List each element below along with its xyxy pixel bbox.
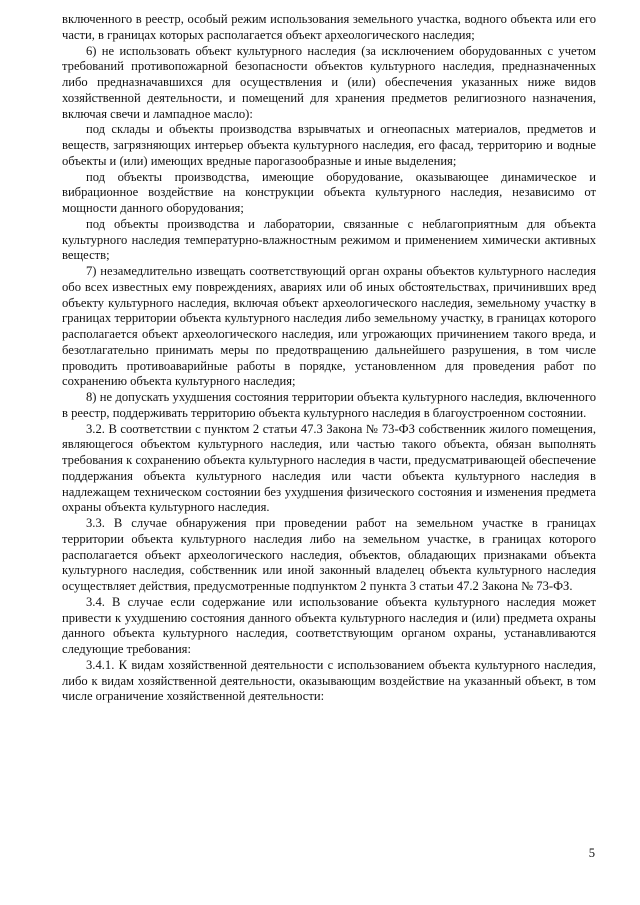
paragraph-3-3: 3.3. В случае обнаружения при проведении работ на земельном участке в границах территории объекта культурного наследия либо на земельном участке, в границах которого располагается объект археологического наследия, объектов, обладающих признаками объекта культурного наследия, собственник или иной законный владелец объекта культурного наследия осуществляет действия, предусмотренные подпунктом 2 пункта 3 статьи 47.2 Закона № 73-ФЗ. (62, 516, 596, 593)
paragraph-3-4-1: 3.4.1. К видам хозяйственной деятельности с использованием объекта культурного наследия, либо к видам хозяйственной деятельности, оказывающим воздействие на указанный объект, в том числе ограничение хозяйственной деятельности: (62, 657, 596, 704)
paragraph-item-8: 8) не допускать ухудшения состояния территории объекта культурного наследия, включенного в реестр, поддерживать территорию объекта культурного наследия в благоустроенном состоянии. (62, 390, 596, 420)
document-body (62, 12, 596, 705)
paragraph-production-equipment: под объекты производства, имеющие оборудование, оказывающее динамическое и вибрационное воздействие на конструкции объекта культурного наследия, независимо от мощности данного оборудования; (62, 169, 596, 215)
paragraph-laboratories: под объекты производства и лаборатории, связанные с неблагоприятным для объекта культурного наследия температурно-влажностным режимом и применением химически активных веществ; (62, 216, 596, 263)
paragraph-3-2: 3.2. В соответствии с пунктом 2 статьи 47.3 Закона № 73-ФЗ собственник жилого помещения, являющегося объектом культурного наследия, или частью такого объекта, обязан выполнять требования к сохранению объекта культурного наследия в части, предусматривающей обеспечение поддержания объекта культурного наследия или части объекта культурного наследия в надлежащем техническом состоянии без ухудшения физического состояния и изменения предмета охраны объекта культурного наследия. (62, 421, 596, 515)
paragraph-3-4: 3.4. В случае если содержание или использование объекта культурного наследия может привести к ухудшению состояния данного объекта культурного наследия и (или) предмета охраны данного объекта культурного наследия, соответствующим органом охраны, устанавливаются следующие требования: (62, 594, 596, 656)
page-number: 5 (588, 846, 595, 860)
paragraph-item-7: 7) незамедлительно извещать соответствующий орган охраны объектов культурного наследия обо всех известных ему повреждениях, авариях или об иных обстоятельствах, причинивших вред объекту культурного наследия, включая объект археологического наследия, земельному участку в границах территории объекта культурного наследия либо земельному участку, в границах которого располагается объект археологического наследия, или угрожающих причинением такого вреда, и безотлагательно принимать меры по предотвращению дальнейшего разрушения, в том числе проводить противоаварийные работы в порядке, установленном для проведения работ по сохранению объекта культурного наследия; (62, 264, 596, 389)
paragraph-item-6: 6) не использовать объект культурного наследия (за исключением оборудованных с учетом требований противопожарной безопасности объектов культурного наследия, предназначенных либо предназначавшихся для осуществления и (или) обеспечения указанных ниже видов хозяйственной деятельности, и помещений для хранения предметов религиозного назначения, включая свечи и лампадное масло): (62, 43, 596, 121)
paragraph-warehouses: под склады и объекты производства взрывчатых и огнеопасных материалов, предметов и веществ, загрязняющих интерьер объекта культурного наследия, его фасад, территорию и водные объекты и (или) имеющих вредные парогазообразные и иные выделения; (62, 122, 596, 168)
paragraph-continuation: включенного в реестр, особый режим использования земельного участка, водного объекта или его части, в границах которых располагается объект археологического наследия; (62, 12, 596, 42)
